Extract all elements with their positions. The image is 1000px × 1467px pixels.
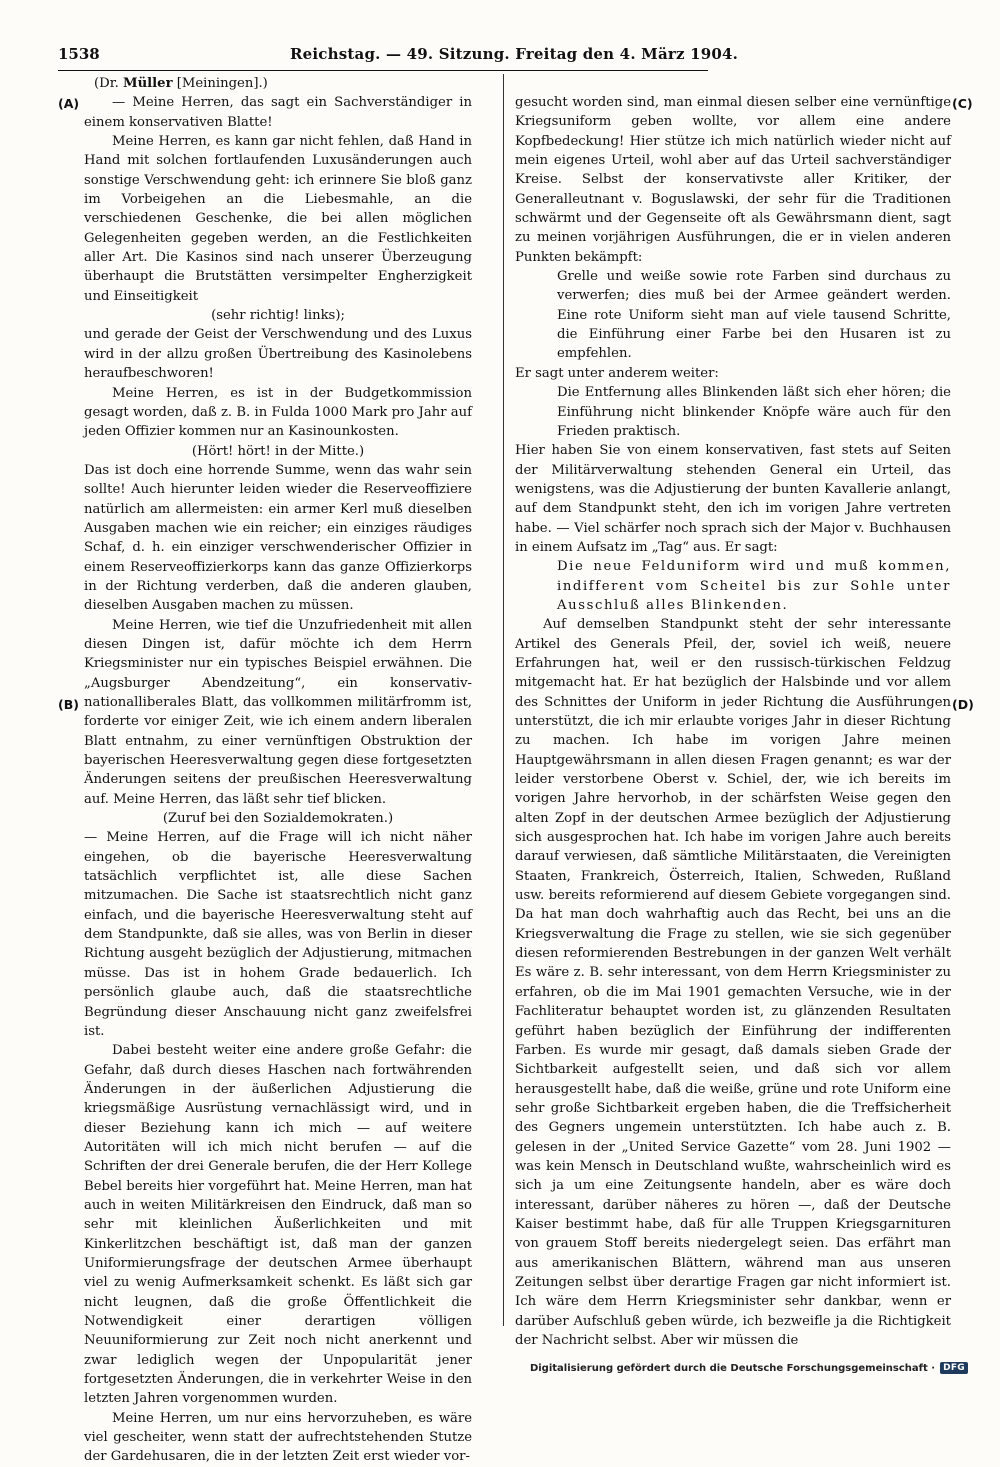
speaker-prefix: (Dr. <box>94 76 123 91</box>
paragraph: — Meine Herren, das sagt ein Sachverständiger in einem konservativen Blatte! <box>84 95 472 130</box>
interjection: (Zuruf bei den Sozialdemokraten.) <box>162 811 394 827</box>
column-divider <box>503 74 504 1326</box>
paragraph: Dabei besteht weiter eine andere große Gefahr: die Gefahr, daß durch dieses Haschen nach fortwährenden Änderungen in der äußerlichen Adjustierung die kriegsmäßige Ausrüstung vernachlässigt wird, und in dieser Beziehung kann ich mich — auf weitere Autoritäten will ich mich nicht berufen — auf die Schriften der drei Generale berufen, die der Herr Kollege Bebel bereits hier vorgeführt hat. Meine Herren, man hat auch in weiten Militärkreisen den Eindruck, daß man so sehr mit kleinlichen Äußerlichkeiten und mit Kinkerlitzchen beschäftigt ist, daß man der ganzen Uniformierungsfrage der deutschen Armee überhaupt viel zu wenig Aufmerksamkeit schenkt. Es läßt sich gar nicht leugnen, daß die große Öffentlichkeit die Notwendigkeit einer derartigen völligen Neuuniformierung zur Zeit noch nicht anerkennt und zwar lediglich wegen der Unpopularität jener fortgesetzten Änderungen, die in verkehrter Weise in den letzten Jahren vorgenommen wurden. <box>84 1043 472 1407</box>
digitization-footer <box>530 1360 968 1376</box>
speaker-line <box>84 74 472 93</box>
right-column <box>515 93 951 1348</box>
block-quote: Die Entfernung alles Blinkenden läßt sich eher hören; die Einführung nicht blinkender Knöpfe wäre auch für den Frieden praktisch. <box>557 385 951 439</box>
paragraph: Hier haben Sie von einem konservativen, fast stets auf Seiten der Militärverwaltung stehenden General ein Urteil, das wenigstens, was die Adjustierung der bunten Kavallerie anlangt, auf dem Standpunkt steht, den ich im vorigen Jahre vertreten habe. — Viel schärfer noch sprach sich der Major v. Buchhausen in einem Aufsatz im „Tag“ aus. Er sagt: <box>515 443 951 555</box>
left-column <box>84 74 472 1465</box>
margin-marker-a: (A) <box>58 96 80 111</box>
page-header <box>58 42 739 71</box>
running-title: Reichstag. — 49. Sitzung. Freitag den 4. März 1904. <box>290 45 739 63</box>
margin-marker-d: (D) <box>952 697 974 712</box>
paragraph: Meine Herren, es kann gar nicht fehlen, daß Hand in Hand mit solchen fortlaufenden Luxusänderungen auch sonstige Verschwendung geht: ich erinnere Sie bloß ganz im Vorbeigehen an die Liebesmahle, an die verschiedenen Geschenke, die bei allen möglichen Gelegenheiten gegeben werden, an die Festlichkeiten aller Art. Die Kasinos sind nach unserer Überzeugung überhaupt die Brutstätten versimpelter Engherzigkeit und Einseitigkeit <box>84 134 472 304</box>
dfg-logo: DFG <box>940 1362 968 1374</box>
paragraph: Meine Herren, um nur eins hervorzuheben, es wäre viel gescheiter, wenn statt der aufrechtstehenden Stutze der Gardehusaren, die in der letzten Zeit erst wieder vor- <box>84 1410 472 1465</box>
page-number: 1538 <box>58 45 100 63</box>
paragraph: Meine Herren, es ist in der Budgetkommission gesagt worden, daß z. B. in Fulda 1000 Mark pro Jahr auf jeden Offizier kommen nur an Kasinounkosten. <box>84 385 472 440</box>
speaker-name: Müller <box>122 76 173 91</box>
paragraph: Das ist doch eine horrende Summe, wenn das wahr sein sollte! Auch hierunter leiden wieder die Reserveoffiziere natürlich am allermeisten: ein armer Kerl muß dieselben Ausgaben machen wie ein reicher; ein einziges räudiges Schaf, d. h. ein einziger verschwenderischer Offizier in einem Reserveoffizierkorps kann das ganze Offizierkorps in der Richtung verderben, daß die anderen glauben, dieselben Ausgaben machen zu müssen. <box>84 462 472 614</box>
interjection: (Hört! hört! in der Mitte.) <box>191 443 365 459</box>
speaker-suffix: [Meiningen].) <box>172 76 268 91</box>
margin-marker-b: (B) <box>58 697 79 712</box>
block-quote: Die neue Felduniform wird und muß kommen, indifferent vom Scheitel bis zur Sohle unter Ausschluß alles Blinkenden. <box>557 559 951 613</box>
paragraph: — Meine Herren, auf die Frage will ich nicht näher eingehen, ob die bayerische Heeresverwaltung tatsächlich verpflichtet ist, alle diese Sachen mitzumachen. Die Sache ist staatsrechtlich nicht ganz einfach, und die bayerische Heeresverwaltung steht auf dem Standpunkte, daß sie alles, was von Berlin in dieser Richtung ausgeht bezüglich der Adjustierung, mitmachen müsse. Das ist in hohem Grade bedauerlich. Ich persönlich glaube auch, daß die staatsrechtliche Begründung dieser Anschauung nicht ganz zweifelsfrei ist. <box>84 830 472 1039</box>
block-quote: Grelle und weiße sowie rote Farben sind durchaus zu verwerfen; dies muß bei der Armee geändert werden. Eine rote Uniform sieht man auf viele tausend Schritte, die Einführung einer Farbe bei den Husaren ist zu empfehlen. <box>557 269 951 362</box>
paragraph: Meine Herren, wie tief die Unzufriedenheit mit allen diesen Dingen ist, dafür möchte ich dem Herrn Kriegsminister nur ein typisches Beispiel erwähnen. Die „Augsburger Abendzeitung“, ein konservativ-nationalliberales Blatt, das vollkommen militärfromm ist, forderte vor einiger Zeit, wie ich einem andern liberalen Blatt entnahm, zu einer vernünftigen Obstruktion der bayerischen Heeresverwaltung gegen diese fortgesetzten Änderungen seitens der preußischen Heeresverwaltung auf. Meine Herren, das läßt sehr tief blicken. <box>84 617 472 807</box>
paragraph: gesucht worden sind, man einmal diesen selber eine vernünftige Kriegsuniform geben wollte, vor allem eine andere Kopfbedeckung! Hier stütze ich mich natürlich wieder nicht auf mein eigenes Urteil, wohl aber auf das Urteil sachverständiger Kreise. Selbst der konservativste aller Kritiker, der Generalleutnant v. Boguslawski, der sehr für die Traditionen schwärmt und der Gegenseite oft als Gewährsmann dient, sagt zu meinen vorjährigen Ausführungen, die er in vielen anderen Punkten bekämpft: <box>515 95 951 265</box>
paragraph: Er sagt unter anderem weiter: <box>515 365 719 381</box>
footer-text: Digitalisierung gefördert durch die Deutsche Forschungsgemeinschaft · <box>529 1362 936 1374</box>
paragraph: und gerade der Geist der Verschwendung und des Luxus wird in der allzu großen Übertreibung des Kasinolebens heraufbeschworen! <box>84 327 472 382</box>
margin-marker-c: (C) <box>952 96 973 111</box>
paragraph: Auf demselben Standpunkt steht der sehr interessante Artikel des Generals Pfeil, der, soviel ich weiß, neuere Erfahrungen hat, weil er den russisch-türkischen Feldzug mitgemacht hat. Er hat bezüglich der Halsbinde und vor allem des Schnittes der Uniform in jeder Richtung die Ausführungen unterstützt, die ich mir erlaubte voriges Jahr in dieser Richtung zu machen. Ich habe im vorigen Jahre meinen Hauptgewährsmann in allen diesen Fragen genannt; es war der leider verstorbene Oberst v. Schiel, der, wie ich bereits im vorigen Jahre hervorhob, in der schärfsten Weise gegen den alten Zopf in der deutschen Armee bezüglich der Adjustierung sich ausgesprochen hat. Ich habe im vorigen Jahre auch bereits darauf verwiesen, daß sämtliche Militärstaaten, die Vereinigten Staaten, Frankreich, Österreich, Italien, Schweden, Rußland usw. bereits reformierend auf diesem Gebiete vorgegangen sind. Da hat man doch wahrhaftig auch das Recht, bei uns an die Kriegsverwaltung die Frage zu stellen, wie sie sich gegenüber diesen reformierenden Bestrebungen in der ganzen Welt verhält Es wäre z. B. sehr interessant, von dem Herrn Kriegsminister zu erfahren, ob die im Mai 1901 gemachten Versuche, wie in der Fachliteratur behauptet worden ist, zu glänzenden Resultaten geführt haben bezüglich der Einführung der indifferenten Farben. Es wurde mir gesagt, daß damals sieben Grade der Sichtbarkeit aufgestellt seien, und daß sich vor allem herausgestellt habe, daß die weiße, grüne und rote Uniform eine sehr große Sichtbarkeit ergeben haben, die die Treffsicherheit des Gegners ungemein unterstützten. Ich habe auch z. B. gelesen in der „United Service Gazette“ vom 28. Juni 1902 — was kein Mensch in Deutschland wußte, wahrscheinlich wird es sich ja um eine Zeitungsente handeln, aber es wäre doch interessant, darüber näheres zu hören —, daß der Deutsche Kaiser bestimmt habe, daß für alle Truppen Kriegsgarnituren von grauem Stoff bereits niedergelegt seien. Das erfährt man aus amerikanischen Blättern, während man aus unseren Zeitungen selbst über derartige Fragen gar nicht informiert ist. Ich wäre dem Herrn Kriegsminister sehr dankbar, wenn er darüber Aufschluß geben würde, ich bezweifle ja die Richtigkeit der Nachricht selbst. Aber wir müssen die <box>515 617 951 1348</box>
interjection: (sehr richtig! links); <box>211 308 345 324</box>
